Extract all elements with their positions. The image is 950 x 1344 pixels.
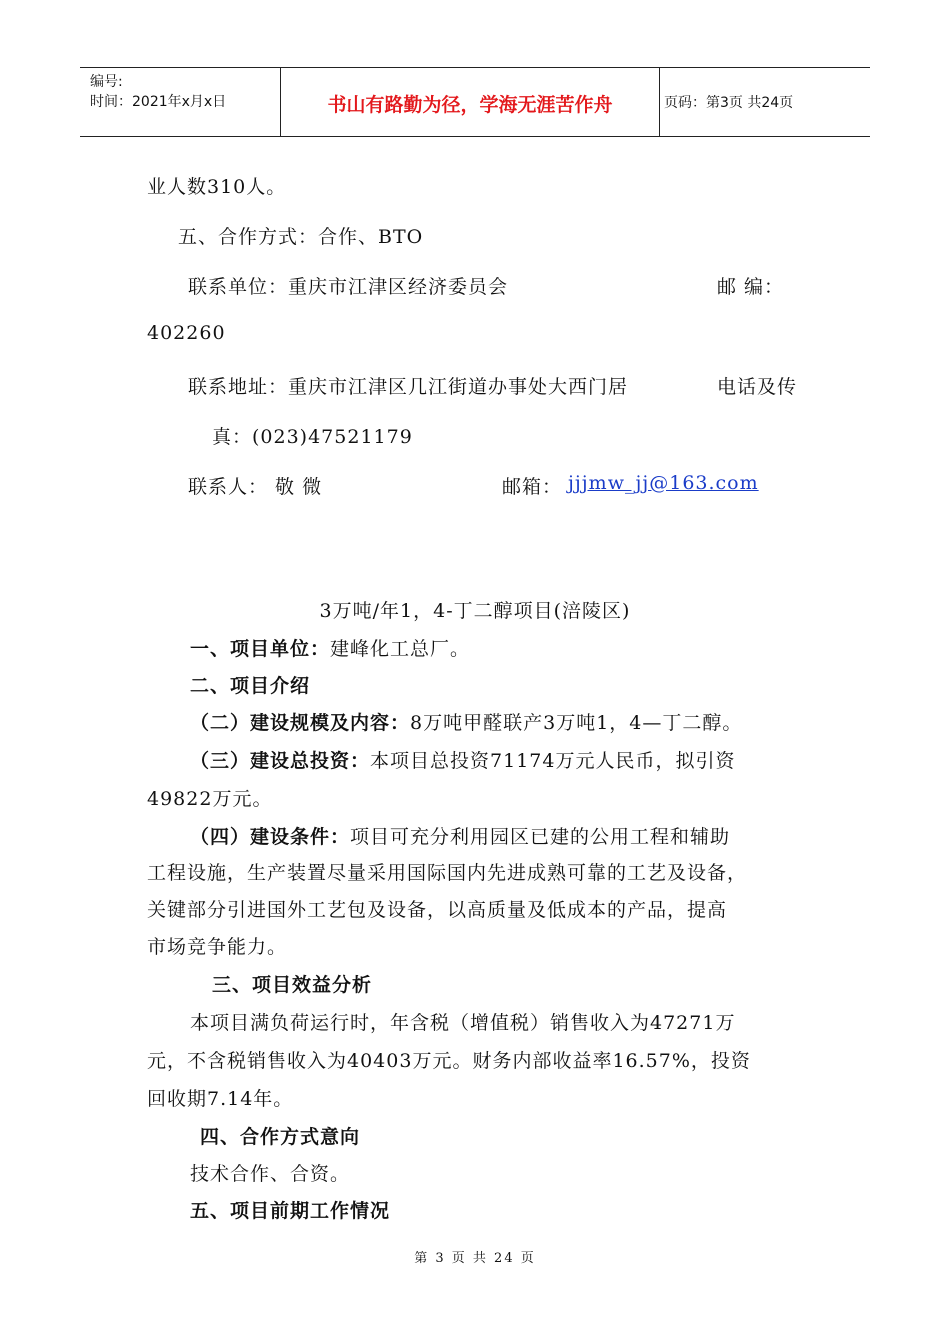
header-meta: [80, 68, 280, 136]
page-footer: 第 3 页 共 24 页: [414, 1251, 536, 1266]
body-line: 技术合作、合资。: [190, 1163, 351, 1185]
body-line: 本项目满负荷运行时，年含税（增值税）销售收入为47271万: [190, 1012, 736, 1034]
section-investment: [190, 746, 735, 773]
section-heading: （二）建设规模及内容：: [190, 712, 411, 734]
section-conditions: [190, 822, 730, 849]
section-text: 8万吨甲醛联产3万吨1，4—丁二醇。: [410, 712, 743, 734]
section-heading: （四）建设条件：: [190, 826, 351, 848]
section-heading: 三、项目效益分析: [212, 974, 373, 996]
body-line: 五、合作方式：合作、BTO: [178, 226, 424, 248]
postcode-value: 402260: [147, 322, 226, 344]
section-text: 项目可充分利用园区已建的公用工程和辅助: [350, 826, 731, 848]
contact-address: 联系地址：重庆市江津区几江街道办事处大西门居: [188, 376, 629, 398]
email-link[interactable]: jjjmw_jj@163.com: [568, 472, 759, 494]
body-line: 关键部分引进国外工艺包及设备，以高质量及低成本的产品，提高: [147, 899, 728, 921]
motto: 书山有路勤为径，学海无涯苦作舟: [327, 94, 613, 116]
section-heading: 五、项目前期工作情况: [190, 1200, 391, 1222]
phone-label: 电话及传: [717, 376, 798, 398]
section-heading: 一、项目单位：: [190, 638, 331, 660]
body-line: 工程设施，生产装置尽量采用国际国内先进成熟可靠的工艺及设备，: [147, 862, 748, 884]
document-header: [80, 67, 870, 137]
section-text: 本项目总投资71174万元人民币，拟引资: [370, 750, 736, 772]
section-project-unit: [190, 634, 470, 661]
postcode-label: 邮 编：: [717, 276, 785, 298]
contact-unit: 联系单位：重庆市江津区经济委员会: [188, 276, 509, 298]
section-heading: 二、项目介绍: [190, 675, 311, 697]
body-line: 市场竞争能力。: [147, 936, 288, 958]
body-line: 回收期7.14年。: [147, 1088, 294, 1110]
body-line: 元，不含税销售收入为40403万元。财务内部收益率16.57%，投资: [147, 1050, 751, 1072]
email-label: 邮箱：: [502, 476, 563, 498]
time-label: 时间：2021年x月x日: [90, 94, 227, 110]
section-heading: （三）建设总投资：: [190, 750, 371, 772]
section-scale: [190, 708, 742, 735]
body-line: 49822万元。: [147, 788, 273, 810]
section-text: 建峰化工总厂。: [330, 638, 471, 660]
section-heading: 四、合作方式意向: [200, 1126, 361, 1148]
page-code: 页码：第3页 共24页: [664, 95, 794, 111]
body-line: 业人数310人。: [147, 176, 287, 198]
project-title: 3万吨/年1，4-丁二醇项目(涪陵区): [319, 600, 631, 622]
number-label: 编号:: [90, 74, 123, 90]
contact-person: 联系人： 敬 微: [188, 476, 323, 498]
header-motto-cell: [280, 68, 660, 136]
phone-value: 真：(023)47521179: [212, 426, 413, 448]
